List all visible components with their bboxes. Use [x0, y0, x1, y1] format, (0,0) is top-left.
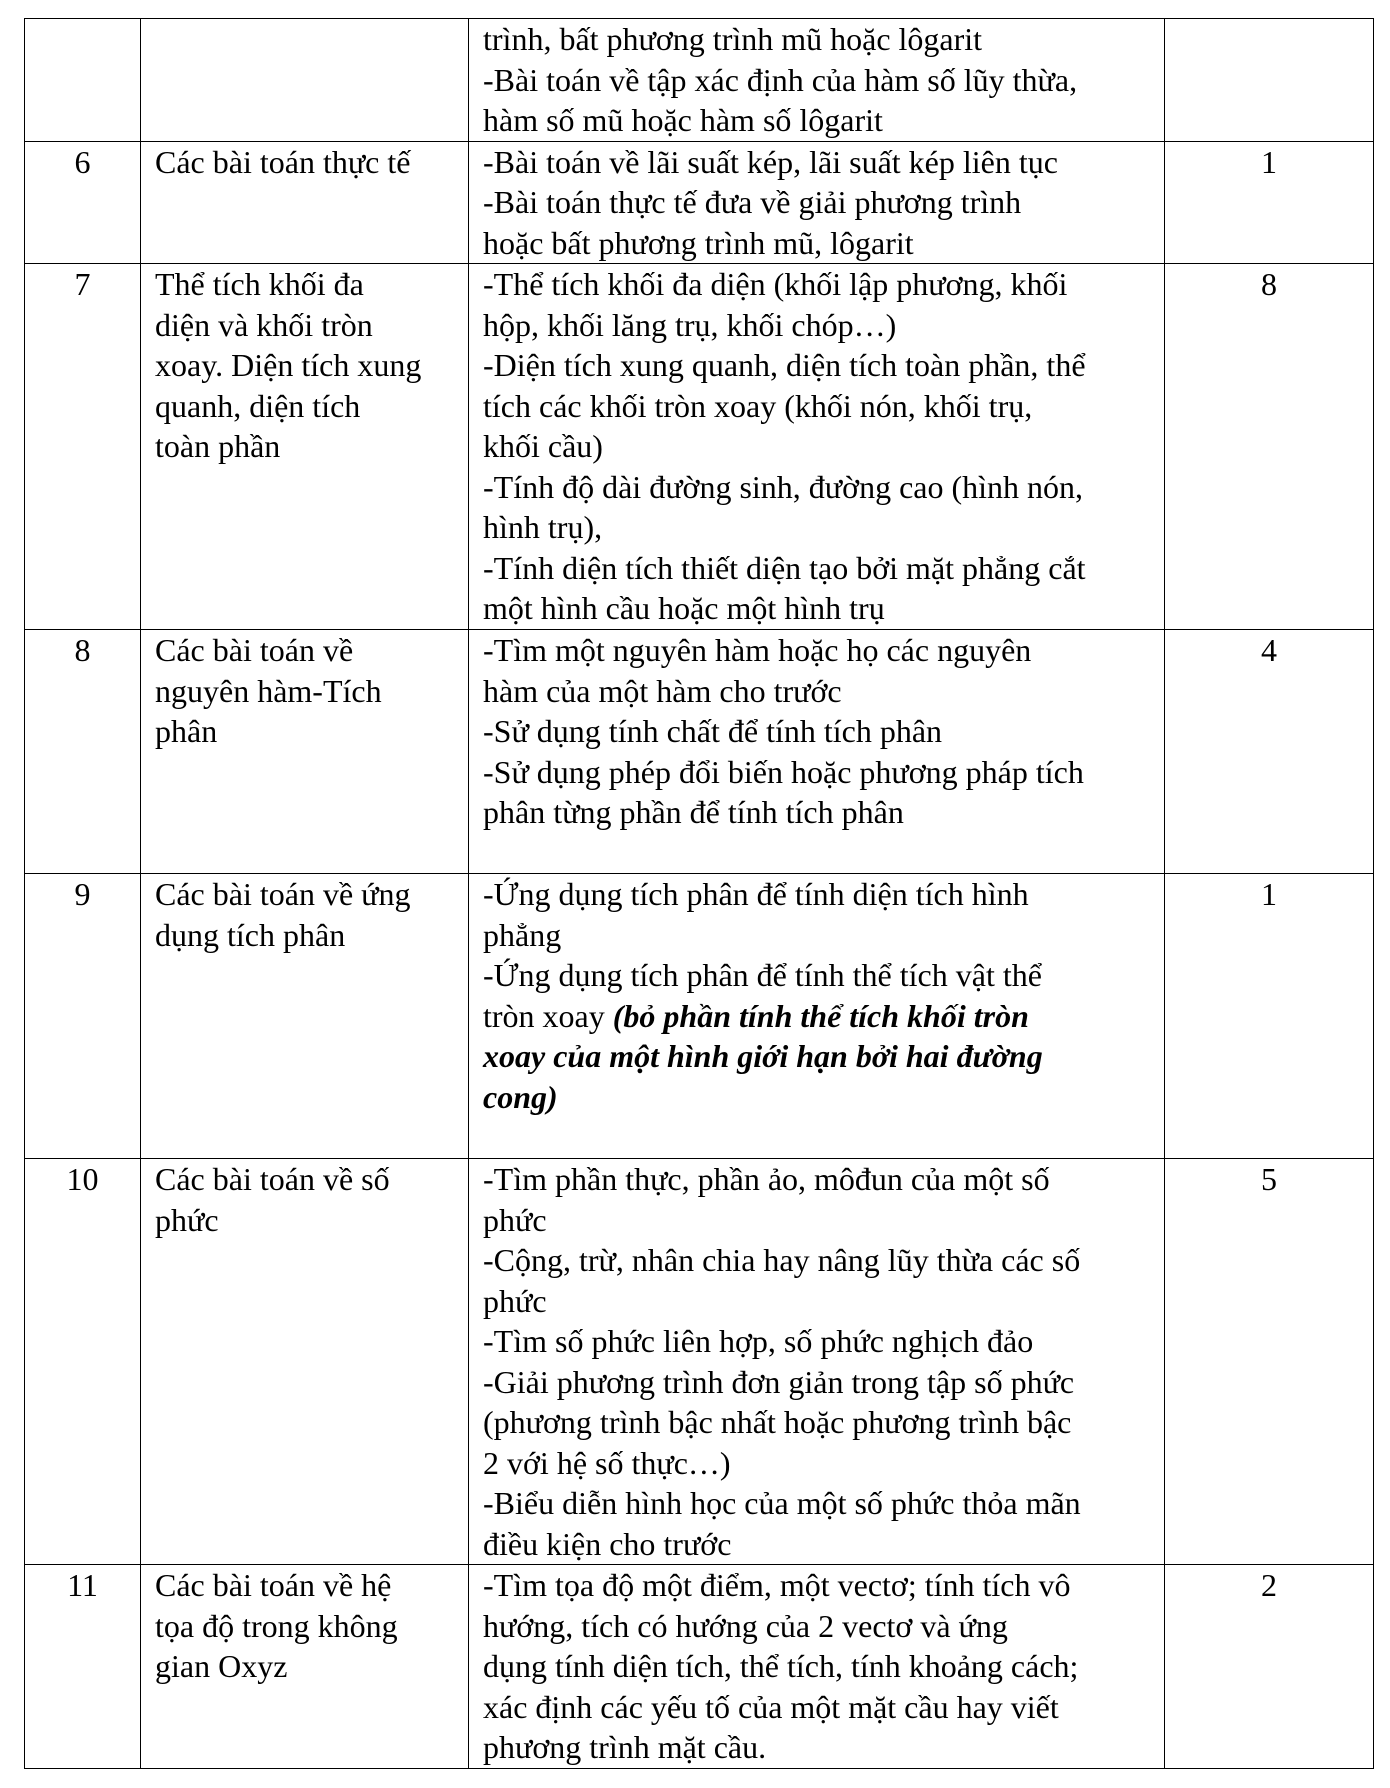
row-count: 1	[1165, 874, 1374, 1159]
row-count: 4	[1165, 630, 1374, 874]
topic-line: diện và khối tròn	[155, 306, 373, 343]
topics-table	[24, 18, 1374, 1769]
topic-line: phức	[155, 1201, 219, 1238]
content-line: hộp, khối lăng trụ, khối chóp…)	[483, 306, 897, 343]
content-line	[483, 996, 1156, 1037]
row-count: 8	[1165, 264, 1374, 630]
content-line: -Tìm một nguyên hàm hoặc họ các nguyên	[483, 632, 1032, 668]
row-topic	[141, 141, 469, 264]
content-line: hàm số mũ hoặc hàm số lôgarit	[483, 102, 883, 138]
content-line: (phương trình bậc nhất hoặc phương trình bậc	[483, 1404, 1072, 1440]
content-line: -Ứng dụng tích phân để tính diện tích hình	[483, 876, 1029, 912]
content-line: -Thể tích khối đa diện (khối lập phương, khối	[483, 266, 1068, 302]
content-line: một hình cầu hoặc một hình trụ	[483, 590, 885, 626]
row-number: 9	[25, 874, 141, 1159]
topic-line: quanh, diện tích	[155, 387, 361, 424]
row-number: 11	[25, 1565, 141, 1769]
row-count	[1165, 19, 1374, 142]
content-line: 2 với hệ số thực…)	[483, 1444, 731, 1481]
table-row	[25, 141, 1374, 264]
content-line: khối cầu)	[483, 428, 603, 464]
topic-line: nguyên hàm-Tích	[155, 672, 382, 709]
content-line: hướng, tích có hướng của 2 vectơ và ứng	[483, 1607, 1008, 1644]
topic-line: Các bài toán về số	[155, 1161, 390, 1197]
topic-line: tọa độ trong không	[155, 1607, 398, 1644]
topic-line: gian Oxyz	[155, 1648, 288, 1684]
row-content	[469, 19, 1165, 142]
content-line: phân từng phần để tính tích phân	[483, 794, 904, 830]
content-line: -Ứng dụng tích phân để tính thể tích vật thể	[483, 957, 1042, 993]
content-line: -Sử dụng tính chất để tính tích phân	[483, 713, 943, 749]
content-line: -Tìm phần thực, phần ảo, môđun của một số	[483, 1161, 1050, 1197]
row-number: 8	[25, 630, 141, 874]
emphasis-note: (bỏ phần tính thể tích khối tròn	[612, 997, 1029, 1034]
row-topic	[141, 1159, 469, 1565]
topic-line: Các bài toán về hệ	[155, 1567, 392, 1603]
topic-line: Các bài toán thực tế	[155, 143, 411, 180]
row-topic	[141, 630, 469, 874]
topic-line: Thể tích khối đa	[155, 266, 364, 302]
topic-line: Các bài toán về ứng	[155, 876, 411, 912]
row-topic	[141, 874, 469, 1159]
table-row	[25, 19, 1374, 142]
content-line: phẳng	[483, 916, 562, 953]
content-line: -Tính độ dài đường sinh, đường cao (hình nón,	[483, 468, 1084, 505]
content-line: -Bài toán về tập xác định của hàm số lũy thừa,	[483, 61, 1078, 98]
content-line: dụng tính diện tích, thể tích, tính khoảng cách;	[483, 1648, 1079, 1684]
row-number	[25, 19, 141, 142]
content-line: phức	[483, 1282, 547, 1319]
content-text: tròn xoay	[483, 997, 613, 1034]
row-content	[469, 630, 1165, 874]
content-line: xác định các yếu tố của một mặt cầu hay viết	[483, 1688, 1059, 1725]
row-topic	[141, 1565, 469, 1769]
content-line: -Tìm tọa độ một điểm, một vectơ; tính tích vô	[483, 1567, 1071, 1603]
content-line: điều kiện cho trước	[483, 1525, 732, 1562]
topic-line: Các bài toán về	[155, 632, 354, 668]
content-line: trình, bất phương trình mũ hoặc lôgarit	[483, 21, 983, 57]
content-line: phức	[483, 1201, 547, 1238]
row-count: 1	[1165, 141, 1374, 264]
row-content	[469, 141, 1165, 264]
row-content	[469, 264, 1165, 630]
content-line: -Tính diện tích thiết diện tạo bởi mặt phẳng cắt	[483, 549, 1086, 586]
topic-line: phân	[155, 713, 218, 749]
content-line: hoặc bất phương trình mũ, lôgarit	[483, 224, 914, 261]
content-line: -Biểu diễn hình học của một số phức thỏa mãn	[483, 1485, 1081, 1521]
topic-line: toàn phần	[155, 428, 281, 464]
row-count: 2	[1165, 1565, 1374, 1769]
emphasis-note: xoay của một hình giới hạn bởi hai đường	[483, 1038, 1043, 1074]
topic-line: xoay. Diện tích xung	[155, 347, 422, 383]
row-count: 5	[1165, 1159, 1374, 1565]
row-number: 10	[25, 1159, 141, 1565]
content-line: -Bài toán về lãi suất kép, lãi suất kép liên tục	[483, 143, 1058, 180]
row-topic	[141, 264, 469, 630]
topic-line: dụng tích phân	[155, 916, 346, 953]
content-line: -Giải phương trình đơn giản trong tập số phức	[483, 1363, 1075, 1400]
table-row	[25, 1159, 1374, 1565]
content-line: hàm của một hàm cho trước	[483, 672, 842, 709]
row-content	[469, 874, 1165, 1159]
content-line: -Diện tích xung quanh, diện tích toàn phần, thể	[483, 347, 1086, 383]
row-topic	[141, 19, 469, 142]
content-line: hình trụ),	[483, 509, 603, 545]
row-number: 6	[25, 141, 141, 264]
content-line: -Cộng, trừ, nhân chia hay nâng lũy thừa các số	[483, 1242, 1081, 1278]
content-line: -Bài toán thực tế đưa về giải phương trình	[483, 184, 1022, 220]
content-line: phương trình mặt cầu.	[483, 1729, 767, 1765]
row-number: 7	[25, 264, 141, 630]
row-content	[469, 1565, 1165, 1769]
table-row	[25, 1565, 1374, 1769]
row-content	[469, 1159, 1165, 1565]
table-row	[25, 264, 1374, 630]
content-line: tích các khối tròn xoay (khối nón, khối trụ,	[483, 387, 1033, 424]
table-row	[25, 630, 1374, 874]
content-line: -Tìm số phức liên hợp, số phức nghịch đảo	[483, 1323, 1034, 1359]
content-line: -Sử dụng phép đổi biến hoặc phương pháp tích	[483, 753, 1084, 790]
emphasis-note: cong)	[483, 1078, 558, 1115]
table-row	[25, 874, 1374, 1159]
